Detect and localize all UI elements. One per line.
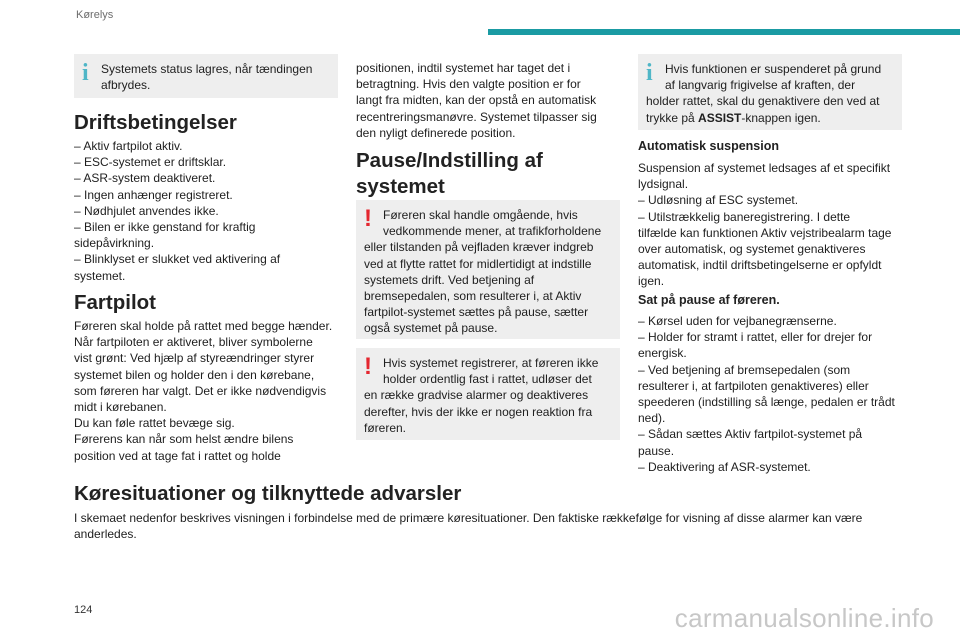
text-line: lydsignal. — [638, 177, 689, 192]
heading-driftsbetingelser: Driftsbetingelser — [74, 111, 237, 134]
driver-pause-text — [638, 313, 918, 475]
heading-driver-pause: Sat på pause af føreren. — [638, 293, 780, 307]
warning-line: fartpilot-systemet sættes på pause, sætter — [364, 305, 589, 320]
text-line: recentreringsmanøvre. Systemet tilpasser sig — [356, 109, 597, 124]
info-box — [74, 54, 338, 98]
warning-line: også systemet på pause. — [364, 321, 498, 336]
warning-line: en række gradvise alarmer og deaktiveres — [364, 388, 589, 403]
text-line: energisk. — [638, 346, 687, 361]
text-line: pause. — [638, 443, 675, 458]
heading-fartpilot: Fartpilot — [74, 291, 156, 314]
heading-line: systemet — [356, 175, 445, 198]
text-line: – Udløsning af ESC systemet. — [638, 193, 799, 208]
info-line: holder rattet, skal du genaktivere den ved at — [646, 94, 880, 109]
intro-text — [74, 510, 874, 542]
info-box — [638, 54, 902, 130]
warning-line: føreren. — [364, 420, 407, 435]
warning-line: ved at flytte rattet for midlertidigt at indstille — [364, 256, 592, 271]
heading-pause — [356, 148, 543, 200]
info-text: -knappen igen. — [741, 110, 821, 125]
info-line: Systemets status lagres, når tændingen — [101, 62, 313, 76]
text-line: Føreren skal holde på rattet med begge hænder. — [74, 319, 333, 333]
text-line: Førerens kan når som helst ændre bilens — [74, 432, 294, 447]
info-line: Hvis funktionen er suspenderet på grund — [665, 62, 882, 76]
info-line: af langvarig frigivelse af kraften, der — [665, 78, 856, 93]
text-line: systemet. — [74, 268, 126, 283]
text-line: – ESC-systemet er driftsklar. — [74, 155, 227, 170]
fartpilot-text — [74, 318, 349, 464]
text-line: Suspension af systemet ledsages af et specifikt — [638, 161, 891, 175]
assist-label: ASSIST — [698, 110, 742, 125]
text-line: – Utilstrækkelig baneregistrering. I dette — [638, 209, 851, 224]
text-line: – Ved betjening af bremsepedalen (som — [638, 362, 851, 377]
warning-line: systemets drift. Ved betjening af — [364, 272, 535, 287]
warning-line: eller tilstanden på vejfladen kræver indgreb — [364, 240, 594, 255]
warning-line: Føreren skal handle omgående, hvis — [383, 208, 578, 222]
driftsbetingelser-text — [74, 138, 344, 284]
text-line: langt fra midten, kan der opstå en automatisk — [356, 93, 597, 108]
text-line: Når fartpiloten er aktiveret, bliver symbolerne — [74, 335, 313, 350]
heading-line: Pause/Indstilling af — [356, 149, 543, 172]
text-line: midt i kørebanen. — [74, 400, 167, 415]
text-line: position ved at tage fat i rattet og holde — [74, 448, 281, 463]
warning-line: holder ordentlig fast i rattet, udløser det — [383, 372, 592, 387]
auto-suspension-text — [638, 160, 913, 290]
warning-icon: ! — [364, 353, 372, 380]
text-line: anderledes. — [74, 527, 137, 542]
text-line: ned). — [638, 411, 666, 426]
text-line: – Holder for stramt i rattet, eller for drejer for — [638, 330, 873, 345]
text-line: – Sådan sættes Aktiv fartpilot-systemet på — [638, 427, 863, 442]
text-line: – Ingen anhænger registreret. — [74, 187, 233, 202]
text-line: Du kan føle rattet bevæge sig. — [74, 416, 235, 431]
text-line: – Nødhjulet anvendes ikke. — [74, 203, 219, 218]
text-line: – Deaktivering af ASR-systemet. — [638, 459, 811, 474]
text-line: – Bilen er ikke genstand for kraftig — [74, 220, 256, 235]
warning-icon: ! — [364, 205, 372, 232]
text-line: – ASR-system deaktiveret. — [74, 171, 216, 186]
info-text: trykke på — [646, 110, 699, 125]
text-line: betragtning. Hvis den valgte position er for — [356, 77, 581, 92]
warning-line: vedkommende mener, at trafikforholdene — [383, 224, 602, 239]
info-icon: i — [646, 60, 653, 86]
page-number: 124 — [74, 604, 93, 616]
text-line: positionen, indtil systemet har taget det i — [356, 61, 571, 75]
text-line: vist grønt: Ved hjælp af styreændringer styrer — [74, 351, 315, 366]
text-line: sidepåvirkning. — [74, 236, 155, 251]
watermark: carmanualsonline.info — [674, 603, 934, 633]
text-line: – Aktiv fartpilot aktiv. — [74, 139, 183, 153]
info-icon: i — [82, 60, 89, 86]
warning-box — [356, 348, 620, 440]
text-line: I skemaet nedenfor beskrives visningen i forbindelse med de primære køresituationer. Den faktiske rækkefølge for visning af disse alarmer kan være — [74, 511, 863, 525]
heading-koresituationer: Køresituationer og tilknyttede advarsler — [74, 482, 462, 505]
text-line: – Kørsel uden for vejbanegrænserne. — [638, 314, 837, 328]
warning-line: Hvis systemet registrerer, at føreren ikke — [383, 356, 599, 370]
info-line — [646, 110, 892, 126]
text-line: speederen (indstilling så længe, pedalen er trådt — [638, 395, 895, 410]
header-accent-bar — [488, 29, 960, 35]
warning-line: derefter, hvis der ikke er nogen reaktion fra — [364, 404, 593, 419]
continued-text — [356, 60, 626, 141]
text-line: som føreren har valgt. Det er ikke nødvendigvis — [74, 383, 327, 398]
header-section-title: Kørelys — [76, 9, 114, 21]
text-line: den nyligt definerede position. — [356, 125, 516, 140]
warning-box — [356, 200, 620, 339]
text-line: automatisk, indtil driftsbetingelserne er opfyldt — [638, 258, 882, 273]
text-line: systemet bilen og holder den i den kørebane, — [74, 367, 315, 382]
text-line: over automatisk, og systemet genaktiveres — [638, 242, 866, 257]
warning-line: bremsepedalen, som resulterer i, at Aktiv — [364, 289, 582, 304]
text-line: igen. — [638, 274, 665, 289]
info-line: afbrydes. — [101, 78, 151, 93]
text-line: – Blinklyset er slukket ved aktivering af — [74, 252, 281, 267]
text-line: resulterer i, at fartpiloten genaktiveres) eller — [638, 378, 869, 393]
text-line: tilfælde kan funktionen Aktiv vejstribealarm tage — [638, 225, 892, 240]
heading-automatisk-suspension: Automatisk suspension — [638, 139, 779, 153]
